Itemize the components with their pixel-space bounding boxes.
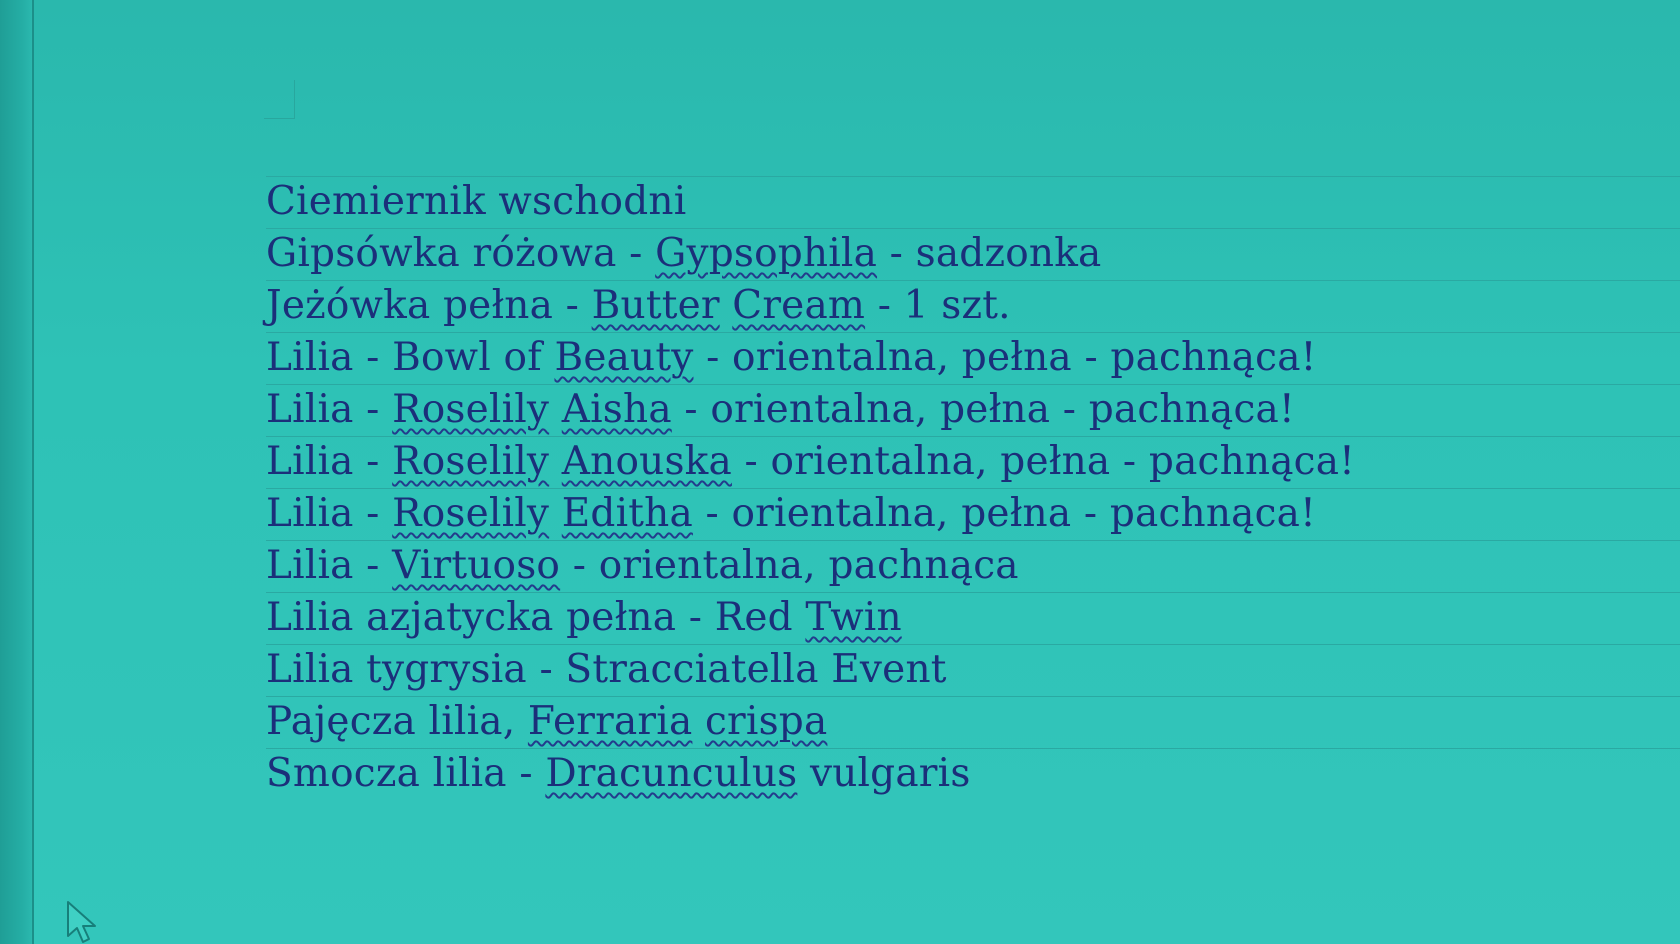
misspelled-word: Anouska <box>561 439 732 484</box>
text-run: vulgaris <box>797 751 971 796</box>
text-run: Lilia tygrysia - Stracciatella Event <box>266 647 947 692</box>
text-run: Ciemiernik wschodni <box>266 179 687 224</box>
document-line[interactable] <box>266 540 1680 592</box>
text-run: Lilia - <box>266 387 393 432</box>
text-run: Jeżówka pełna - <box>266 283 592 328</box>
misspelled-word: Beauty <box>554 335 694 380</box>
misspelled-word: crispa <box>705 699 828 744</box>
misspelled-word: Dracunculus <box>545 751 798 796</box>
misspelled-word: Twin <box>805 595 902 640</box>
document-line[interactable] <box>266 280 1680 332</box>
document-line[interactable] <box>266 436 1680 488</box>
document-line[interactable] <box>266 696 1680 748</box>
document-page[interactable] <box>34 0 1680 944</box>
text-run: - sadzonka <box>877 231 1102 276</box>
mouse-pointer-icon <box>64 900 104 944</box>
document-line[interactable] <box>266 332 1680 384</box>
document-line[interactable] <box>266 644 1680 696</box>
document-line[interactable] <box>266 488 1680 540</box>
text-run: Smocza lilia - <box>266 751 546 796</box>
text-run: Lilia - <box>266 439 393 484</box>
misspelled-word: Ferraria <box>527 699 693 744</box>
text-run <box>720 283 733 328</box>
text-run: Lilia azjatycka pełna - Red <box>266 595 806 640</box>
text-run <box>549 387 562 432</box>
misspelled-word: Gypsophila <box>655 231 878 276</box>
text-run <box>549 439 562 484</box>
text-run: - orientalna, pachnąca <box>560 543 1019 588</box>
window-left-edge <box>0 0 34 944</box>
document-line[interactable] <box>266 176 1680 228</box>
text-run: - orientalna, pełna - pachnąca! <box>692 491 1316 536</box>
misspelled-word: Butter <box>591 283 720 328</box>
misspelled-word: Roselily <box>392 491 550 536</box>
misspelled-word: Cream <box>732 283 866 328</box>
text-run <box>549 491 562 536</box>
document-line[interactable] <box>266 228 1680 280</box>
text-run: - orientalna, pełna - pachnąca! <box>731 439 1356 484</box>
misspelled-word: Aisha <box>561 387 672 432</box>
misspelled-word: Editha <box>561 491 693 536</box>
text-run: - orientalna, pełna - pachnąca! <box>693 335 1317 380</box>
misspelled-word: Roselily <box>392 439 550 484</box>
text-run: Lilia - <box>266 543 393 588</box>
page-margin-marker <box>264 80 295 119</box>
text-run: Pajęcza lilia, <box>266 699 528 744</box>
misspelled-word: Roselily <box>392 387 550 432</box>
text-run: - orientalna, pełna - pachnąca! <box>671 387 1295 432</box>
text-run: Gipsówka różowa - <box>266 231 656 276</box>
text-run <box>692 699 705 744</box>
document-line[interactable] <box>266 748 1680 800</box>
text-run: Lilia - <box>266 491 393 536</box>
document-line[interactable] <box>266 384 1680 436</box>
misspelled-word: Virtuoso <box>392 543 561 588</box>
text-run: - 1 szt. <box>865 283 1011 328</box>
document-text-list[interactable] <box>266 176 1680 800</box>
text-run: Lilia - Bowl of <box>266 335 555 380</box>
document-line[interactable] <box>266 592 1680 644</box>
